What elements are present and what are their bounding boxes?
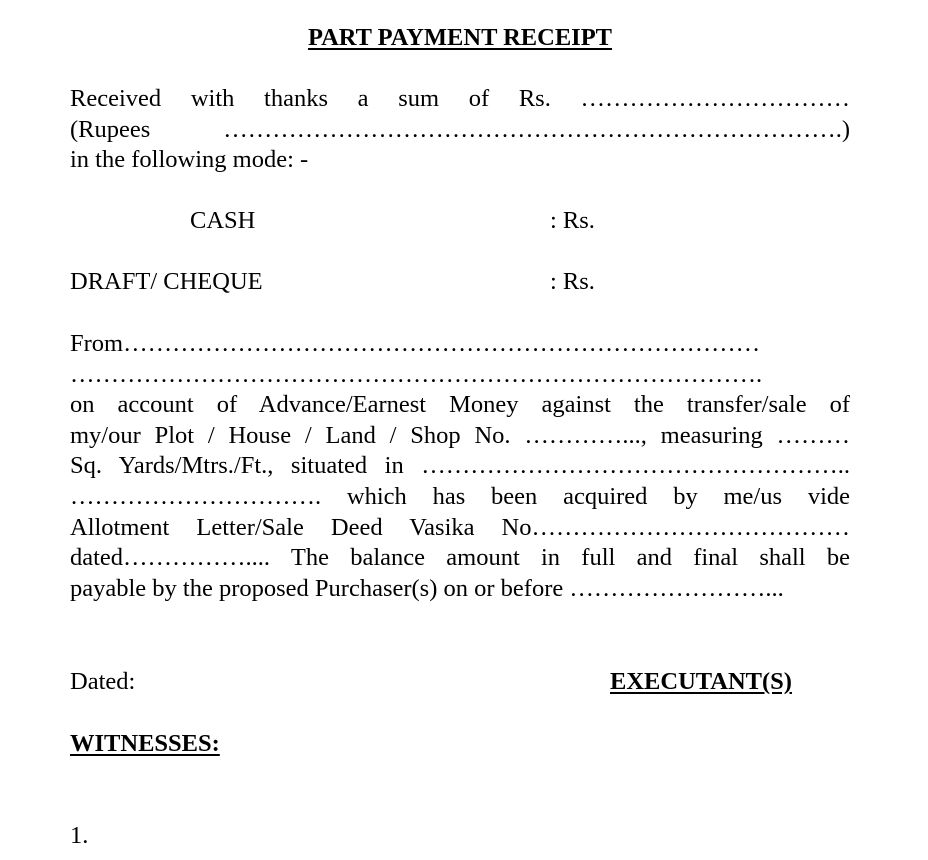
intro-paragraph <box>70 84 850 176</box>
cheque-amount-label: : Rs. <box>550 268 595 295</box>
allotment-line: Allotment Letter/Sale Deed Vasika No………………………………… <box>70 513 850 541</box>
cash-amount-label: : Rs. <box>550 207 595 234</box>
page-title: PART PAYMENT RECEIPT <box>307 24 613 51</box>
mode-intro-line: in the following mode: - <box>70 146 309 174</box>
cheque-label: DRAFT/ CHEQUE <box>70 268 263 295</box>
account-line: on account of Advance/Earnest Money against the transfer/sale of <box>70 391 850 419</box>
payable-line: payable by the proposed Purchaser(s) on or before ……………………... <box>70 574 784 602</box>
property-line: my/our Plot / House / Land / Shop No. …………..., measuring ……… <box>70 421 850 449</box>
acquired-line: …………………………. which has been acquired by me/us vide <box>70 482 850 510</box>
witness-1-label: 1. <box>70 822 89 849</box>
cash-label: CASH <box>190 207 256 234</box>
amount-line: Received with thanks a sum of Rs. …………………………… <box>70 85 850 112</box>
body-paragraph <box>70 329 850 604</box>
from-continuation-line: …………………………………………………………………………. <box>70 360 763 388</box>
from-line: From…………………………………………………………………… <box>70 330 761 357</box>
dated-label: Dated: <box>70 668 136 695</box>
executants-heading: EXECUTANT(S) <box>610 668 792 695</box>
balance-line: dated…………….... The balance amount in full and final shall be <box>70 544 850 572</box>
rupees-in-words-line: (Rupees ………………………………………………………………….) <box>70 115 850 143</box>
situated-line: Sq. Yards/Mtrs./Ft., situated in …………………………………………….. <box>70 452 850 480</box>
witnesses-heading: WITNESSES: <box>70 730 220 757</box>
